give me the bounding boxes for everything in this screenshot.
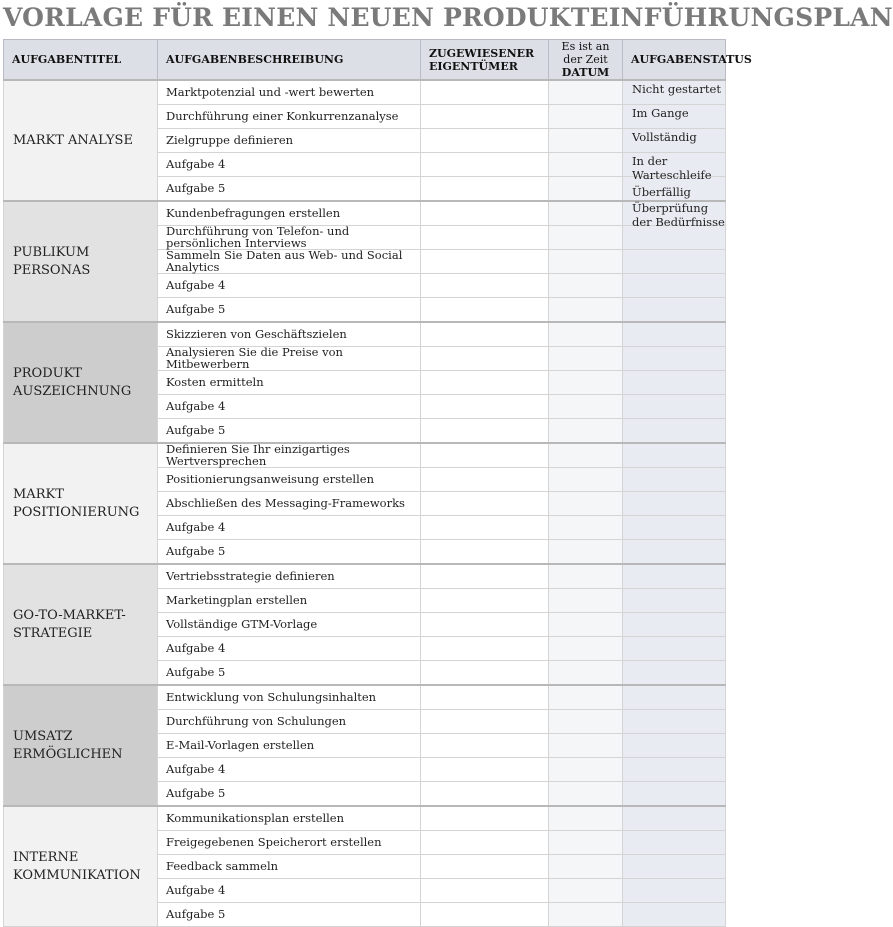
- due-date-cell[interactable]: [549, 879, 623, 903]
- task-description[interactable]: Aufgabe 4: [158, 395, 421, 419]
- due-date-cell[interactable]: [549, 371, 623, 395]
- task-description[interactable]: Durchführung einer Konkurrenzanalyse: [158, 105, 421, 129]
- task-description[interactable]: Aufgabe 5: [158, 298, 421, 323]
- table-row: [4, 443, 726, 468]
- owner-cell[interactable]: [421, 201, 549, 226]
- status-cell[interactable]: [623, 782, 726, 807]
- page-title: VORLAGE FÜR EINEN NEUEN PRODUKTEINFÜHRUNGSPLAN: [3, 3, 893, 32]
- due-date-cell[interactable]: [549, 637, 623, 661]
- owner-cell[interactable]: [421, 589, 549, 613]
- owner-cell[interactable]: [421, 250, 549, 274]
- status-cell[interactable]: [623, 589, 726, 613]
- task-description[interactable]: Abschließen des Messaging-Frameworks: [158, 492, 421, 516]
- owner-cell[interactable]: [421, 226, 549, 250]
- table-row: [4, 322, 726, 347]
- status-cell[interactable]: [623, 540, 726, 565]
- status-option: Nicht gestartet: [632, 82, 721, 96]
- status-cell[interactable]: [623, 685, 726, 710]
- header-status: AUFGABENSTATUS: [623, 40, 726, 81]
- status-cell[interactable]: [623, 734, 726, 758]
- status-option: Im Gange: [632, 106, 689, 120]
- task-description[interactable]: Positionierungsanweisung erstellen: [158, 468, 421, 492]
- owner-cell[interactable]: [421, 153, 549, 177]
- task-description[interactable]: Sammeln Sie Daten aus Web- und Social Analytics: [158, 250, 421, 274]
- owner-cell[interactable]: [421, 347, 549, 371]
- task-description[interactable]: Kosten ermitteln: [158, 371, 421, 395]
- due-date-cell[interactable]: [549, 226, 623, 250]
- table-row: [4, 806, 726, 831]
- task-description[interactable]: Skizzieren von Geschäftszielen: [158, 322, 421, 347]
- task-category: PRODUKT AUSZEICHNUNG: [4, 322, 158, 443]
- owner-cell[interactable]: [421, 395, 549, 419]
- status-cell[interactable]: [623, 371, 726, 395]
- due-date-cell[interactable]: [549, 298, 623, 323]
- due-date-cell[interactable]: [549, 80, 623, 105]
- task-description[interactable]: Analysieren Sie die Preise von Mitbewerbern: [158, 347, 421, 371]
- status-cell[interactable]: [623, 661, 726, 686]
- task-description[interactable]: Aufgabe 5: [158, 903, 421, 927]
- due-date-cell[interactable]: [549, 347, 623, 371]
- owner-cell[interactable]: [421, 903, 549, 927]
- status-cell[interactable]: [623, 564, 726, 589]
- owner-cell[interactable]: [421, 80, 549, 105]
- due-date-cell[interactable]: [549, 105, 623, 129]
- status-cell[interactable]: [623, 226, 726, 250]
- owner-cell[interactable]: [421, 734, 549, 758]
- status-options-list: [632, 82, 728, 229]
- table-row: [4, 201, 726, 226]
- due-date-cell[interactable]: [549, 734, 623, 758]
- owner-cell[interactable]: [421, 443, 549, 468]
- status-cell[interactable]: [623, 347, 726, 371]
- owner-cell[interactable]: [421, 129, 549, 153]
- table-row: [4, 80, 726, 105]
- status-option: Überprüfung der Bedürfnisse: [632, 201, 725, 229]
- owner-cell[interactable]: [421, 419, 549, 444]
- task-description[interactable]: Aufgabe 5: [158, 540, 421, 565]
- status-cell[interactable]: [623, 637, 726, 661]
- due-date-cell[interactable]: [549, 613, 623, 637]
- due-date-cell[interactable]: [549, 589, 623, 613]
- due-date-cell[interactable]: [549, 855, 623, 879]
- status-cell[interactable]: [623, 831, 726, 855]
- task-category: PUBLIKUM PERSONAS: [4, 201, 158, 322]
- owner-cell[interactable]: [421, 661, 549, 686]
- task-description[interactable]: Aufgabe 4: [158, 153, 421, 177]
- task-category: GO-TO-MARKET-STRATEGIE: [4, 564, 158, 685]
- status-cell[interactable]: [623, 516, 726, 540]
- owner-cell[interactable]: [421, 806, 549, 831]
- task-description[interactable]: Feedback sammeln: [158, 855, 421, 879]
- due-date-cell[interactable]: [549, 661, 623, 686]
- due-date-cell[interactable]: [549, 758, 623, 782]
- status-cell[interactable]: [623, 613, 726, 637]
- task-category: MARKT POSITIONIERUNG: [4, 443, 158, 564]
- owner-cell[interactable]: [421, 468, 549, 492]
- due-date-cell[interactable]: [549, 564, 623, 589]
- task-description[interactable]: Vollständige GTM-Vorlage: [158, 613, 421, 637]
- status-cell[interactable]: [623, 250, 726, 274]
- owner-cell[interactable]: [421, 371, 549, 395]
- due-date-cell[interactable]: [549, 395, 623, 419]
- task-category: UMSATZ ERMÖGLICHEN: [4, 685, 158, 806]
- task-description[interactable]: Kundenbefragungen erstellen: [158, 201, 421, 226]
- due-date-cell[interactable]: [549, 831, 623, 855]
- task-description[interactable]: Durchführung von Schulungen: [158, 710, 421, 734]
- due-date-cell[interactable]: [549, 201, 623, 226]
- status-cell[interactable]: [623, 492, 726, 516]
- status-cell[interactable]: [623, 710, 726, 734]
- status-cell[interactable]: [623, 322, 726, 347]
- due-date-cell[interactable]: [549, 903, 623, 927]
- due-date-cell[interactable]: [549, 153, 623, 177]
- task-category: INTERNE KOMMUNIKATION: [4, 806, 158, 927]
- due-date-cell[interactable]: [549, 443, 623, 468]
- due-date-cell[interactable]: [549, 710, 623, 734]
- owner-cell[interactable]: [421, 758, 549, 782]
- task-description[interactable]: Durchführung von Telefon- und persönlichen Interviews: [158, 226, 421, 250]
- owner-cell[interactable]: [421, 710, 549, 734]
- owner-cell[interactable]: [421, 105, 549, 129]
- status-cell[interactable]: [623, 468, 726, 492]
- task-description[interactable]: Freigegebenen Speicherort erstellen: [158, 831, 421, 855]
- task-description[interactable]: Definieren Sie Ihr einzigartiges Wertversprechen: [158, 443, 421, 468]
- header-task-title: AUFGABENTITEL: [4, 40, 158, 81]
- table-row: [4, 685, 726, 710]
- owner-cell[interactable]: [421, 516, 549, 540]
- owner-cell[interactable]: [421, 492, 549, 516]
- owner-cell[interactable]: [421, 879, 549, 903]
- status-cell[interactable]: [623, 274, 726, 298]
- due-date-cell[interactable]: [549, 250, 623, 274]
- task-description[interactable]: Aufgabe 4: [158, 274, 421, 298]
- status-cell[interactable]: [623, 879, 726, 903]
- task-description[interactable]: Aufgabe 5: [158, 782, 421, 807]
- task-description[interactable]: Entwicklung von Schulungsinhalten: [158, 685, 421, 710]
- owner-cell[interactable]: [421, 177, 549, 202]
- task-description[interactable]: Aufgabe 4: [158, 758, 421, 782]
- owner-cell[interactable]: [421, 274, 549, 298]
- due-date-cell[interactable]: [549, 419, 623, 444]
- status-cell[interactable]: [623, 298, 726, 323]
- task-description[interactable]: Marketingplan erstellen: [158, 589, 421, 613]
- owner-cell[interactable]: [421, 685, 549, 710]
- status-cell[interactable]: [623, 443, 726, 468]
- header-due-date-line1: Es ist an der Zeit: [561, 40, 610, 66]
- owner-cell[interactable]: [421, 613, 549, 637]
- header-task-description: AUFGABENBESCHREIBUNG: [158, 40, 421, 81]
- owner-cell[interactable]: [421, 855, 549, 879]
- due-date-cell[interactable]: [549, 782, 623, 807]
- due-date-cell[interactable]: [549, 540, 623, 565]
- owner-cell[interactable]: [421, 637, 549, 661]
- task-description[interactable]: Aufgabe 4: [158, 637, 421, 661]
- status-cell[interactable]: [623, 758, 726, 782]
- status-option: In der Warteschleife: [632, 154, 712, 182]
- owner-cell[interactable]: [421, 322, 549, 347]
- owner-cell[interactable]: [421, 564, 549, 589]
- header-owner: ZUGEWIESENER EIGENTÜMER: [421, 40, 549, 81]
- due-date-cell[interactable]: [549, 516, 623, 540]
- table-row: [4, 564, 726, 589]
- due-date-cell[interactable]: [549, 177, 623, 202]
- task-description[interactable]: Vertriebsstrategie definieren: [158, 564, 421, 589]
- owner-cell[interactable]: [421, 782, 549, 807]
- header-due-date: [549, 40, 623, 81]
- task-description[interactable]: Aufgabe 5: [158, 661, 421, 686]
- status-cell[interactable]: [623, 806, 726, 831]
- task-description[interactable]: Aufgabe 5: [158, 177, 421, 202]
- header-row: [4, 40, 726, 81]
- due-date-cell[interactable]: [549, 468, 623, 492]
- owner-cell[interactable]: [421, 540, 549, 565]
- task-description[interactable]: Kommunikationsplan erstellen: [158, 806, 421, 831]
- due-date-cell[interactable]: [549, 129, 623, 153]
- launch-plan-table: [3, 39, 752, 927]
- task-description[interactable]: Zielgruppe definieren: [158, 129, 421, 153]
- task-description[interactable]: Aufgabe 4: [158, 879, 421, 903]
- status-cell[interactable]: [623, 419, 726, 444]
- status-cell[interactable]: [623, 395, 726, 419]
- due-date-cell[interactable]: [549, 274, 623, 298]
- status-option: Überfällig: [632, 185, 691, 199]
- header-due-date-line2: DATUM: [561, 66, 610, 79]
- status-cell[interactable]: [623, 903, 726, 927]
- status-cell[interactable]: [623, 855, 726, 879]
- owner-cell[interactable]: [421, 831, 549, 855]
- due-date-cell[interactable]: [549, 322, 623, 347]
- due-date-cell[interactable]: [549, 685, 623, 710]
- owner-cell[interactable]: [421, 298, 549, 323]
- task-category: MARKT ANALYSE: [4, 80, 158, 201]
- task-description[interactable]: Aufgabe 5: [158, 419, 421, 444]
- status-option: Vollständig: [632, 130, 697, 144]
- due-date-cell[interactable]: [549, 806, 623, 831]
- task-description[interactable]: Aufgabe 4: [158, 516, 421, 540]
- task-description[interactable]: Marktpotenzial und -wert bewerten: [158, 80, 421, 105]
- due-date-cell[interactable]: [549, 492, 623, 516]
- task-description[interactable]: E-Mail-Vorlagen erstellen: [158, 734, 421, 758]
